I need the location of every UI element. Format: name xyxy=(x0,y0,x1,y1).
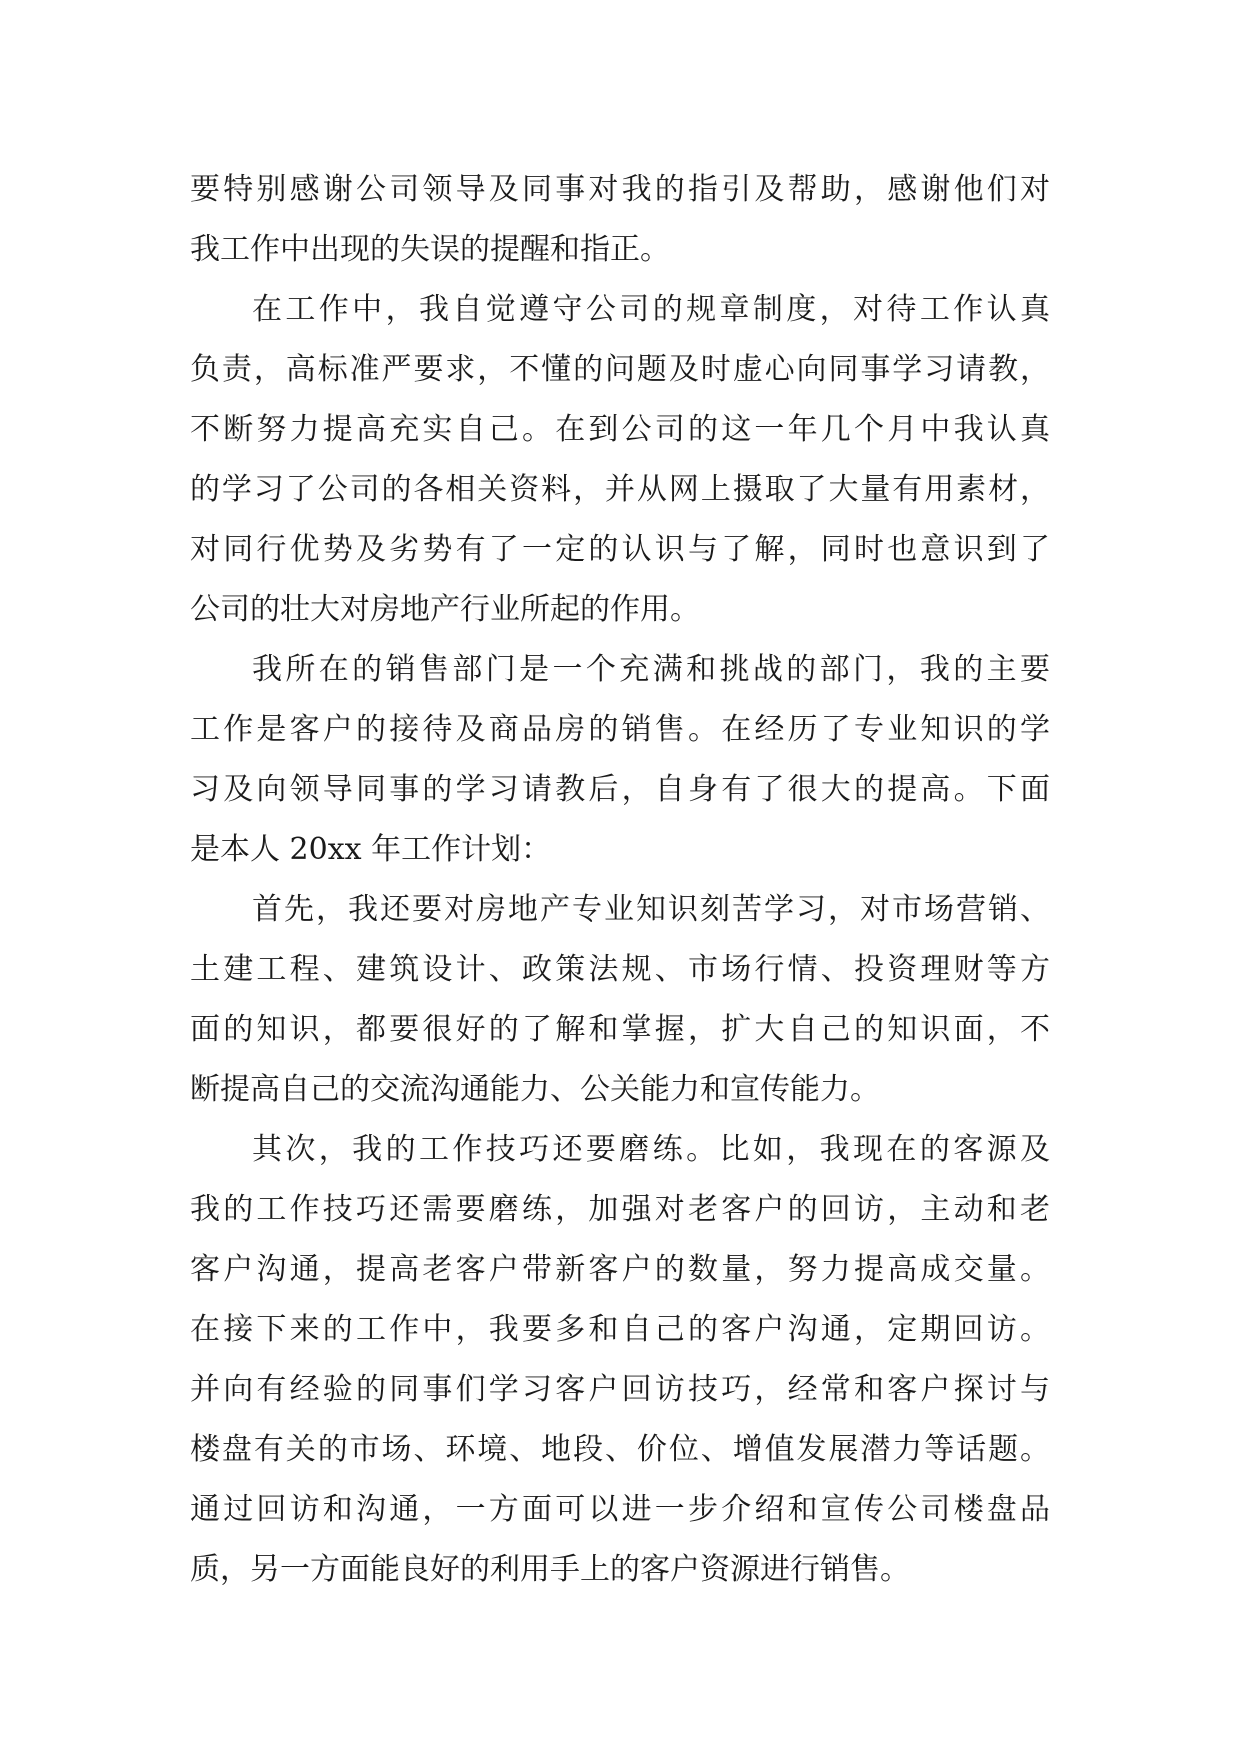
paragraph-first-line: 首先，我还要对房地产专业知识刻苦学习，对市场营销、 xyxy=(252,892,1050,927)
text-line: 并向有经验的同事们学习客户回访技巧，经常和客户探讨与 xyxy=(190,1372,1050,1407)
text-line: 对同行优势及劣势有了一定的认识与了解，同时也意识到了 xyxy=(190,532,1050,567)
text-line: 是本人 20xx 年工作计划： xyxy=(190,832,552,867)
text-line: 土建工程、建筑设计、政策法规、市场行情、投资理财等方 xyxy=(190,952,1050,987)
text-line: 公司的壮大对房地产行业所起的作用。 xyxy=(190,592,700,627)
text-line: 质，另一方面能良好的利用手上的客户资源进行销售。 xyxy=(190,1552,910,1587)
text-line: 的学习了公司的各相关资料，并从网上摄取了大量有用素材， xyxy=(190,472,1050,507)
text-line: 要特别感谢公司领导及同事对我的指引及帮助，感谢他们对 xyxy=(190,172,1050,207)
text-line: 工作是客户的接待及商品房的销售。在经历了专业知识的学 xyxy=(190,712,1050,747)
text-line: 客户沟通，提高老客户带新客户的数量，努力提高成交量。 xyxy=(190,1252,1050,1287)
text-line: 在接下来的工作中，我要多和自己的客户沟通，定期回访。 xyxy=(190,1312,1050,1347)
text-line: 面的知识，都要很好的了解和掌握，扩大自己的知识面，不 xyxy=(190,1012,1050,1047)
text-line: 不断努力提高充实自己。在到公司的这一年几个月中我认真 xyxy=(190,412,1050,447)
text-line: 习及向领导同事的学习请教后，自身有了很大的提高。下面 xyxy=(190,772,1050,807)
paragraph-first-line: 在工作中，我自觉遵守公司的规章制度，对待工作认真 xyxy=(252,292,1050,327)
document-body xyxy=(190,160,1050,1600)
paragraph-first-line: 其次，我的工作技巧还要磨练。比如，我现在的客源及 xyxy=(252,1132,1050,1167)
text-line: 楼盘有关的市场、环境、地段、价位、增值发展潜力等话题。 xyxy=(190,1432,1050,1467)
text-line: 通过回访和沟通，一方面可以进一步介绍和宣传公司楼盘品 xyxy=(190,1492,1050,1527)
text-line: 负责，高标准严要求，不懂的问题及时虚心向同事学习请教， xyxy=(190,352,1050,387)
text-line: 我的工作技巧还需要磨练，加强对老客户的回访，主动和老 xyxy=(190,1192,1050,1227)
paragraph-first-line: 我所在的销售部门是一个充满和挑战的部门，我的主要 xyxy=(252,652,1050,687)
text-line: 我工作中出现的失误的提醒和指正。 xyxy=(190,232,670,267)
text-line: 断提高自己的交流沟通能力、公关能力和宣传能力。 xyxy=(190,1072,880,1107)
